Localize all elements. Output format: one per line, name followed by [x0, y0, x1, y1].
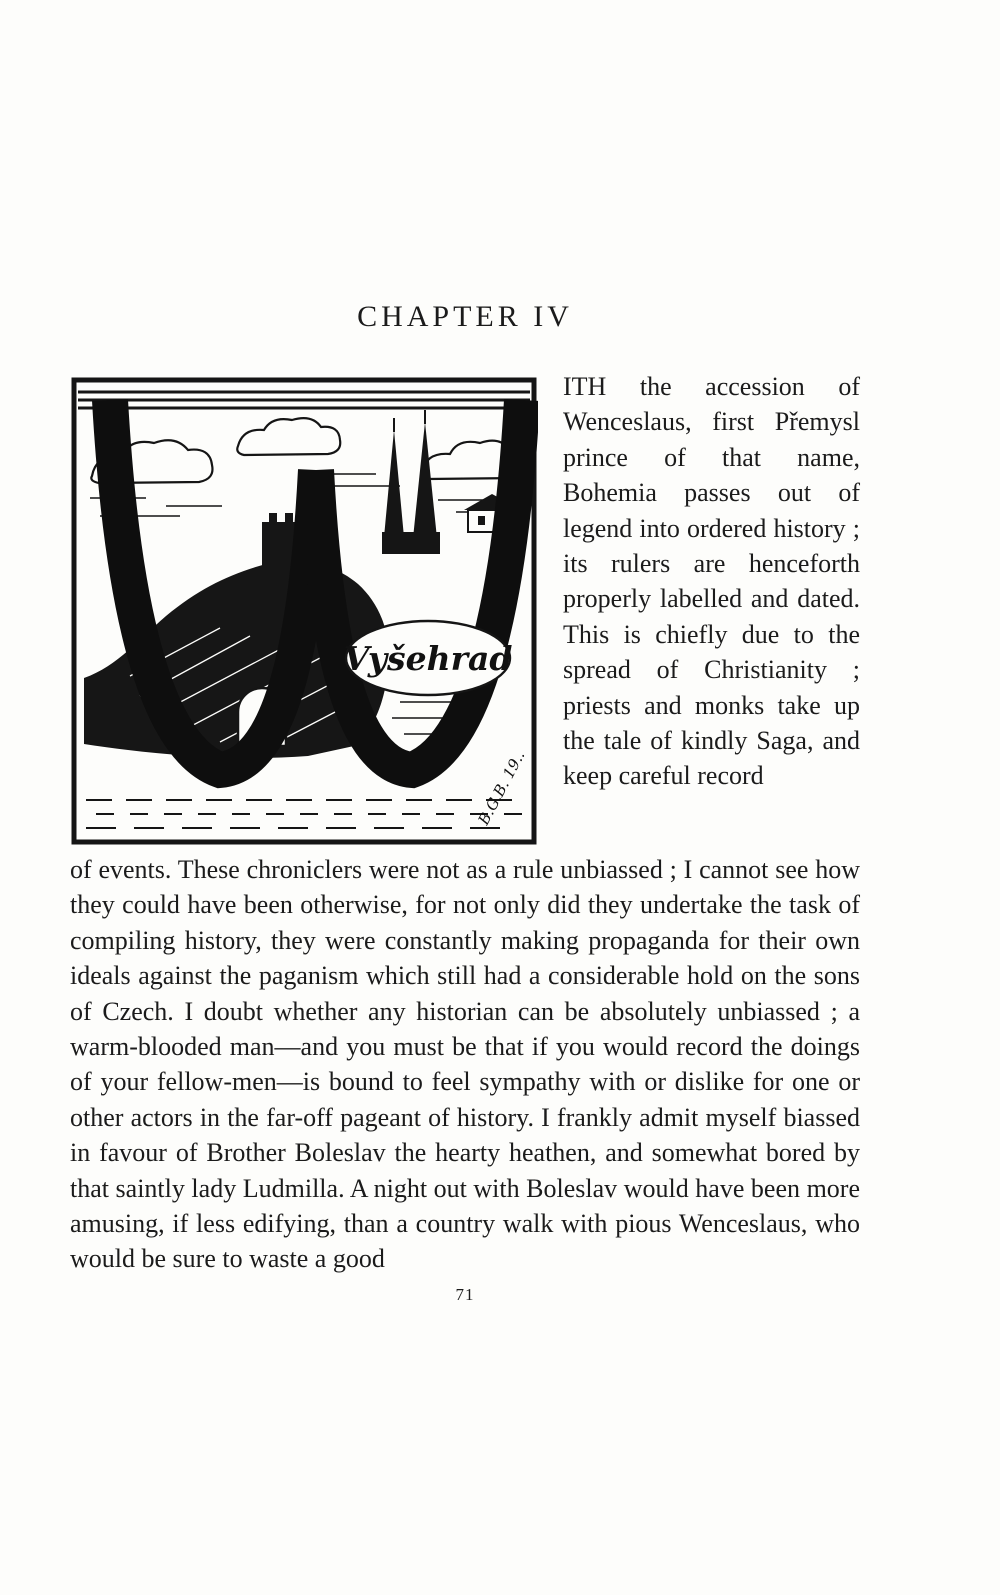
vysehrad-label-text: Vyšehrad: [343, 639, 513, 678]
page-number: 71: [455, 1284, 475, 1304]
initial-letter-illustration: [70, 376, 538, 846]
chapter-heading: CHAPTER IV: [357, 300, 573, 333]
vysehrad-label: [344, 621, 513, 695]
body-paragraph: of events. These chroniclers were not as a rule unbiassed ; I cannot see how they could have been otherwise, for not only did they undertake the task of compiling history, they were constantly making propaganda for their own ideals against the paganism which still had a considerable hold on the sons of Czech. I doubt whether any historian can be absolutely unbiassed ; a warm-blooded man—and you must be that if you would record the doings of your fellow-men—is bound to feel sympathy with or dislike for one or other actors in the far-off pageant of history. I frankly admit myself biassed in favour of Brother Boleslav the hearty heathen, and somewhat bored by that saintly lady Ludmilla. A night out with Boleslav would have been more amusing, if less edifying, than a country walk with pious Wenceslaus, who would be sure to waste a good: [70, 855, 860, 1274]
artist-signature: B.G.B. 19..: [474, 747, 529, 828]
chapter-opening: [70, 372, 860, 846]
initial-w-woodcut: [70, 376, 538, 846]
intro-paragraph: ITH the accession of Wenceslaus, first Přemysl prince of that name, Bohemia passes out of legend into ordered history ; its rulers are henceforth properly labelled and dated. This is chiefly due to the spread of Christianity ; priests and monks take up the tale of kindly Saga, and keep careful record: [563, 372, 860, 791]
